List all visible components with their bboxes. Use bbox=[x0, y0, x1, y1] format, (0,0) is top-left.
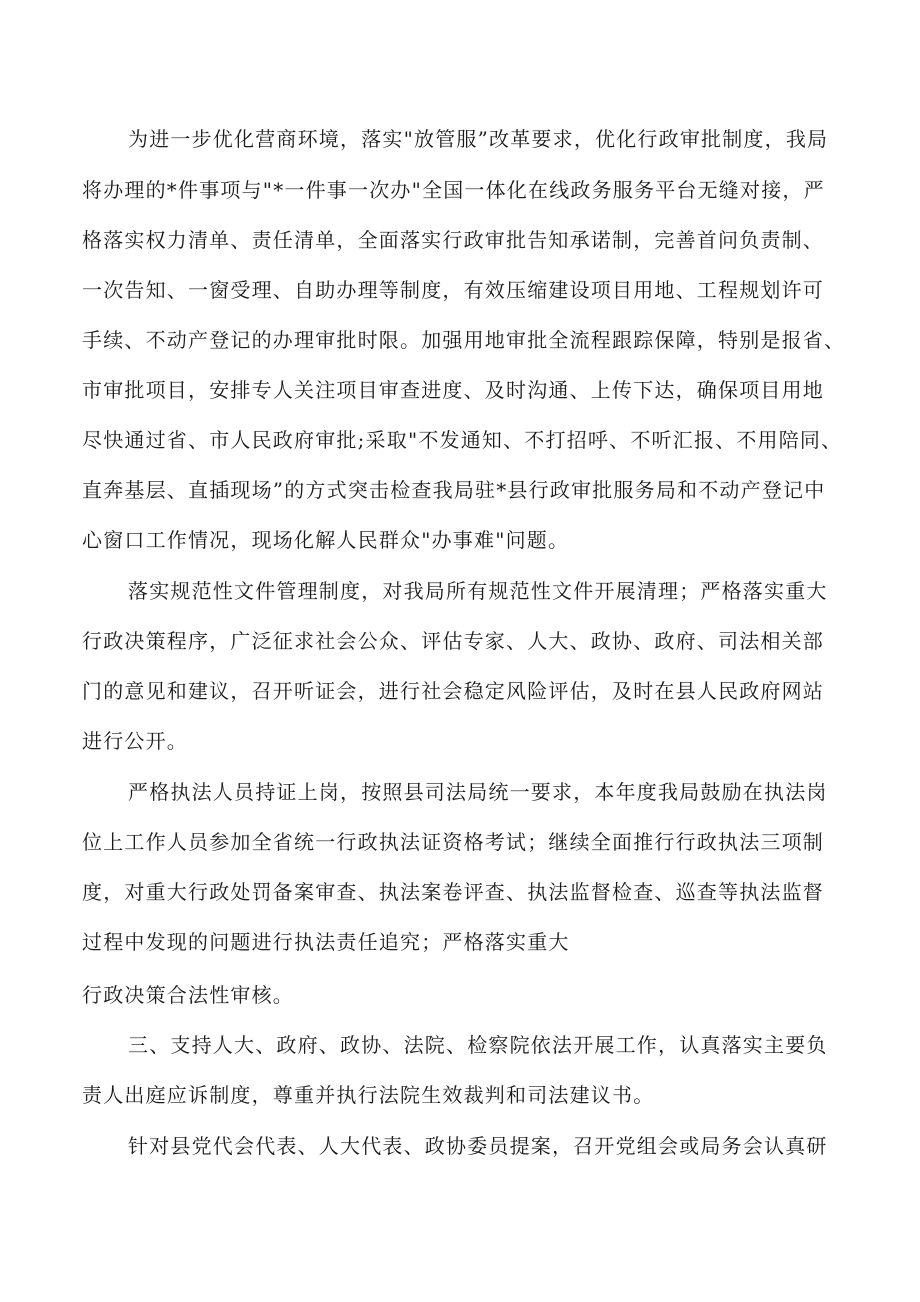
paragraph-1-line-8: 直奔基层、直插现场”的方式突击检查我局驻*县行政审批服务局和不动产登记中 bbox=[82, 478, 826, 502]
paragraph-3-line-3: 度，对重大行政处罚备案审查、执法案卷评查、执法监督检查、巡查等执法监督 bbox=[82, 880, 824, 904]
paragraph-6-line-1: 针对县党代会代表、人大代表、政协委员提案，召开党组会或局务会认真研 bbox=[128, 1134, 828, 1158]
paragraph-4-line-1: 行政决策合法性审核。 bbox=[82, 983, 294, 1007]
paragraph-1-line-5: 手续、不动产登记的办理审批时限。加强用地审批全流程跟踪保障，特别是报省、 bbox=[82, 328, 846, 352]
paragraph-1-line-7: 尽快通过省、市人民政府审批;采取"不发通知、不打招呼、不听汇报、不用陪同、 bbox=[82, 428, 843, 452]
paragraph-1-line-9: 心窗口工作情况，现场化解人民群众"办事难"问题。 bbox=[82, 528, 570, 552]
paragraph-2-line-4: 进行公开。 bbox=[82, 729, 188, 753]
paragraph-3-line-1: 严格执法人员持证上岗，按照县司法局统一要求，本年度我局鼓励在执法岗 bbox=[128, 780, 828, 804]
paragraph-2-line-2: 行政决策程序，广泛征求社会公众、评估专家、人大、政协、政府、司法相关部 bbox=[82, 629, 824, 653]
paragraph-1-line-4: 一次告知、一窗受理、自助办理等制度，有效压缩建设项目用地、工程规划许可 bbox=[82, 278, 824, 302]
paragraph-3-line-2: 位上工作人员参加全省统一行政执法证资格考试；继续全面推行行政执法三项制 bbox=[82, 830, 824, 854]
paragraph-3-line-4: 过程中发现的问题进行执法责任追究；严格落实重大 bbox=[82, 930, 570, 954]
paragraph-2-line-3: 门的意见和建议，召开听证会，进行社会稳定风险评估，及时在县人民政府网站 bbox=[82, 679, 824, 703]
paragraph-1-line-2: 将办理的*件事项与"*一件事一次办"全国一体化在线政务服务平台无缝对接，严 bbox=[82, 178, 825, 202]
paragraph-1-line-1: 为进一步优化营商环境，落实"放管服”改革要求，优化行政审批制度，我局 bbox=[128, 127, 829, 151]
paragraph-1-line-3: 格落实权力清单、责任清单，全面落实行政审批告知承诺制，完善首问负责制、 bbox=[82, 228, 824, 252]
paragraph-5-line-2: 责人出庭应诉制度，尊重并执行法院生效裁判和司法建议书。 bbox=[82, 1083, 655, 1107]
paragraph-1-line-6: 市审批项目，安排专人关注项目审查进度、及时沟通、上传下达，确保项目用地 bbox=[82, 378, 824, 402]
paragraph-2-line-1: 落实规范性文件管理制度，对我局所有规范性文件开展清理；严格落实重大 bbox=[128, 579, 828, 603]
paragraph-5-line-1: 三、支持人大、政府、政协、法院、检察院依法开展工作，认真落实主要负 bbox=[128, 1033, 828, 1057]
